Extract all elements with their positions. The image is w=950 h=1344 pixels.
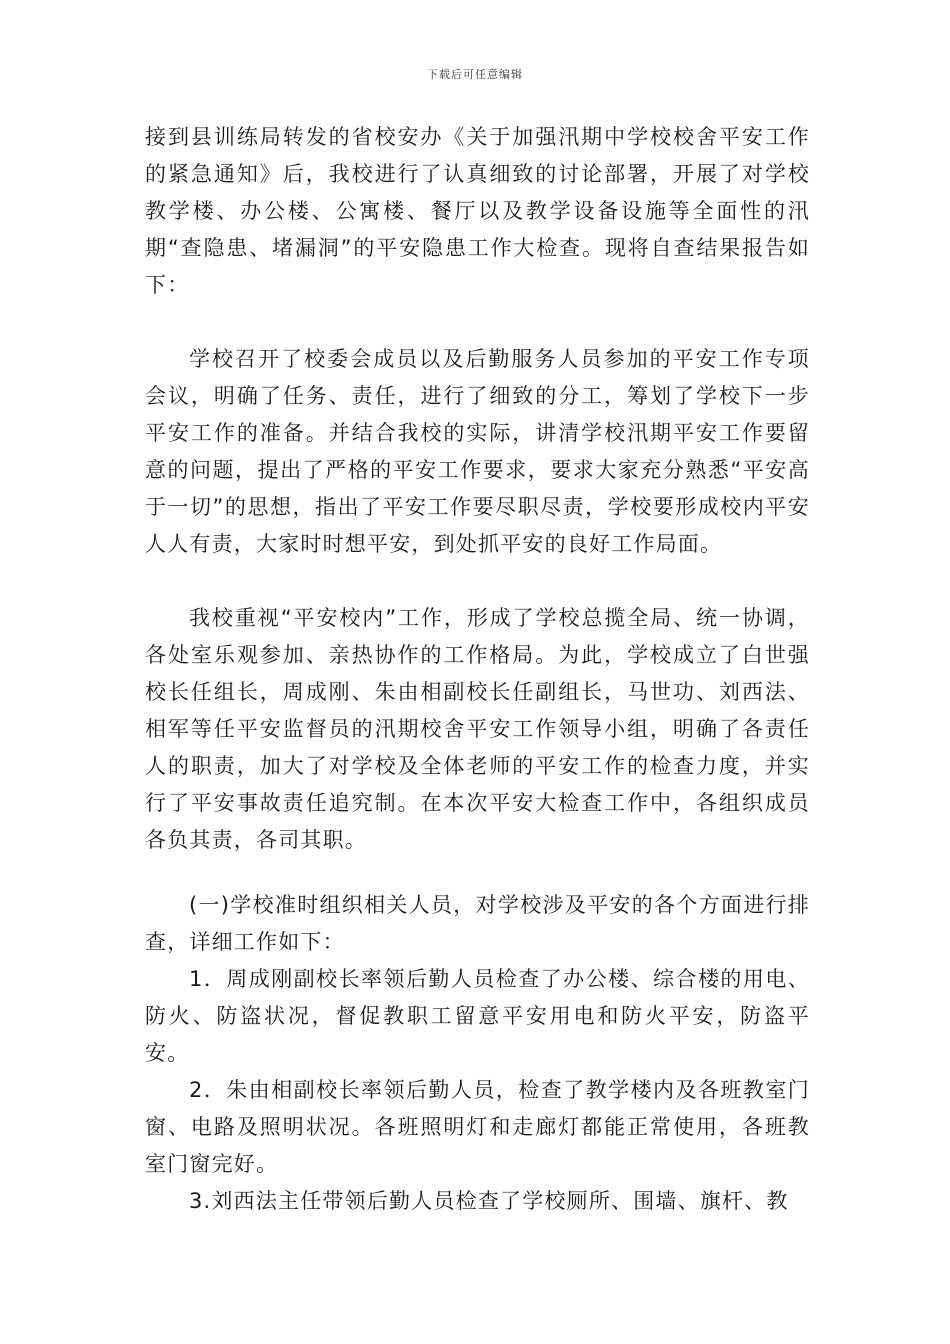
paragraph-meeting: 学校召开了校委会成员以及后勤服务人员参加的平安工作专项会议，明确了任务、责任，进行了细致的分工，筹划了学校下一步平安工作的准备。并结合我校的实际，讲清学校汛期平安工作要留意的问题，提出了严格的平安工作要求，要求大家充分熟悉“平安高于一切”的思想，指出了平安工作要尽职尽责，学校要形成校内平安人人有责，大家时时想平安，到处抓平安的良好工作局面。 bbox=[145, 347, 810, 556]
document-body bbox=[145, 119, 810, 1220]
paragraph-organization: 我校重视“平安校内”工作，形成了学校总揽全局、统一协调，各处室乐观参加、亲热协作的工作格局。为此，学校成立了白世强校长任组长，周成刚、朱由相副校长任副组长，马世功、刘西法、相军等任平安监督员的汛期校舍平安工作领导小组，明确了各责任人的职责，加大了对学校及全体老师的平安工作的检查力度，并实行了平安事故责任追究制。在本次平安大检查工作中，各组织成员各负其责，各司其职。 bbox=[145, 606, 810, 852]
list-item-3: 3.刘西法主任带领后勤人员检查了学校厕所、围墙、旗杆、教 bbox=[189, 1189, 789, 1213]
list-item-1: 1．周成刚副校长率领后勤人员检查了办公楼、综合楼的用电、防火、防盗状况，督促教职工留意平安用电和防火平安，防盗平安。 bbox=[145, 967, 810, 1065]
header-note: 下载后可任意编辑 bbox=[427, 68, 523, 81]
list-item-2: 2．朱由相副校长率领后勤人员，检查了教学楼内及各班教室门窗、电路及照明状况。各班照明灯和走廊灯都能正常使用，各班教室门窗完好。 bbox=[145, 1078, 810, 1176]
paragraph-intro: 接到县训练局转发的省校安办《关于加强汛期中学校校舍平安工作的紧急通知》后，我校进行了认真细致的讨论部署，开展了对学校教学楼、办公楼、公寓楼、餐厅以及教学设备设施等全面性的汛期“查隐患、堵漏洞”的平安隐患工作大检查。现将自查结果报告如下： bbox=[145, 125, 810, 297]
paragraph-section-one: (一)学校准时组织相关人员，对学校涉及平安的各个方面进行排查，详细工作如下： bbox=[145, 893, 810, 954]
